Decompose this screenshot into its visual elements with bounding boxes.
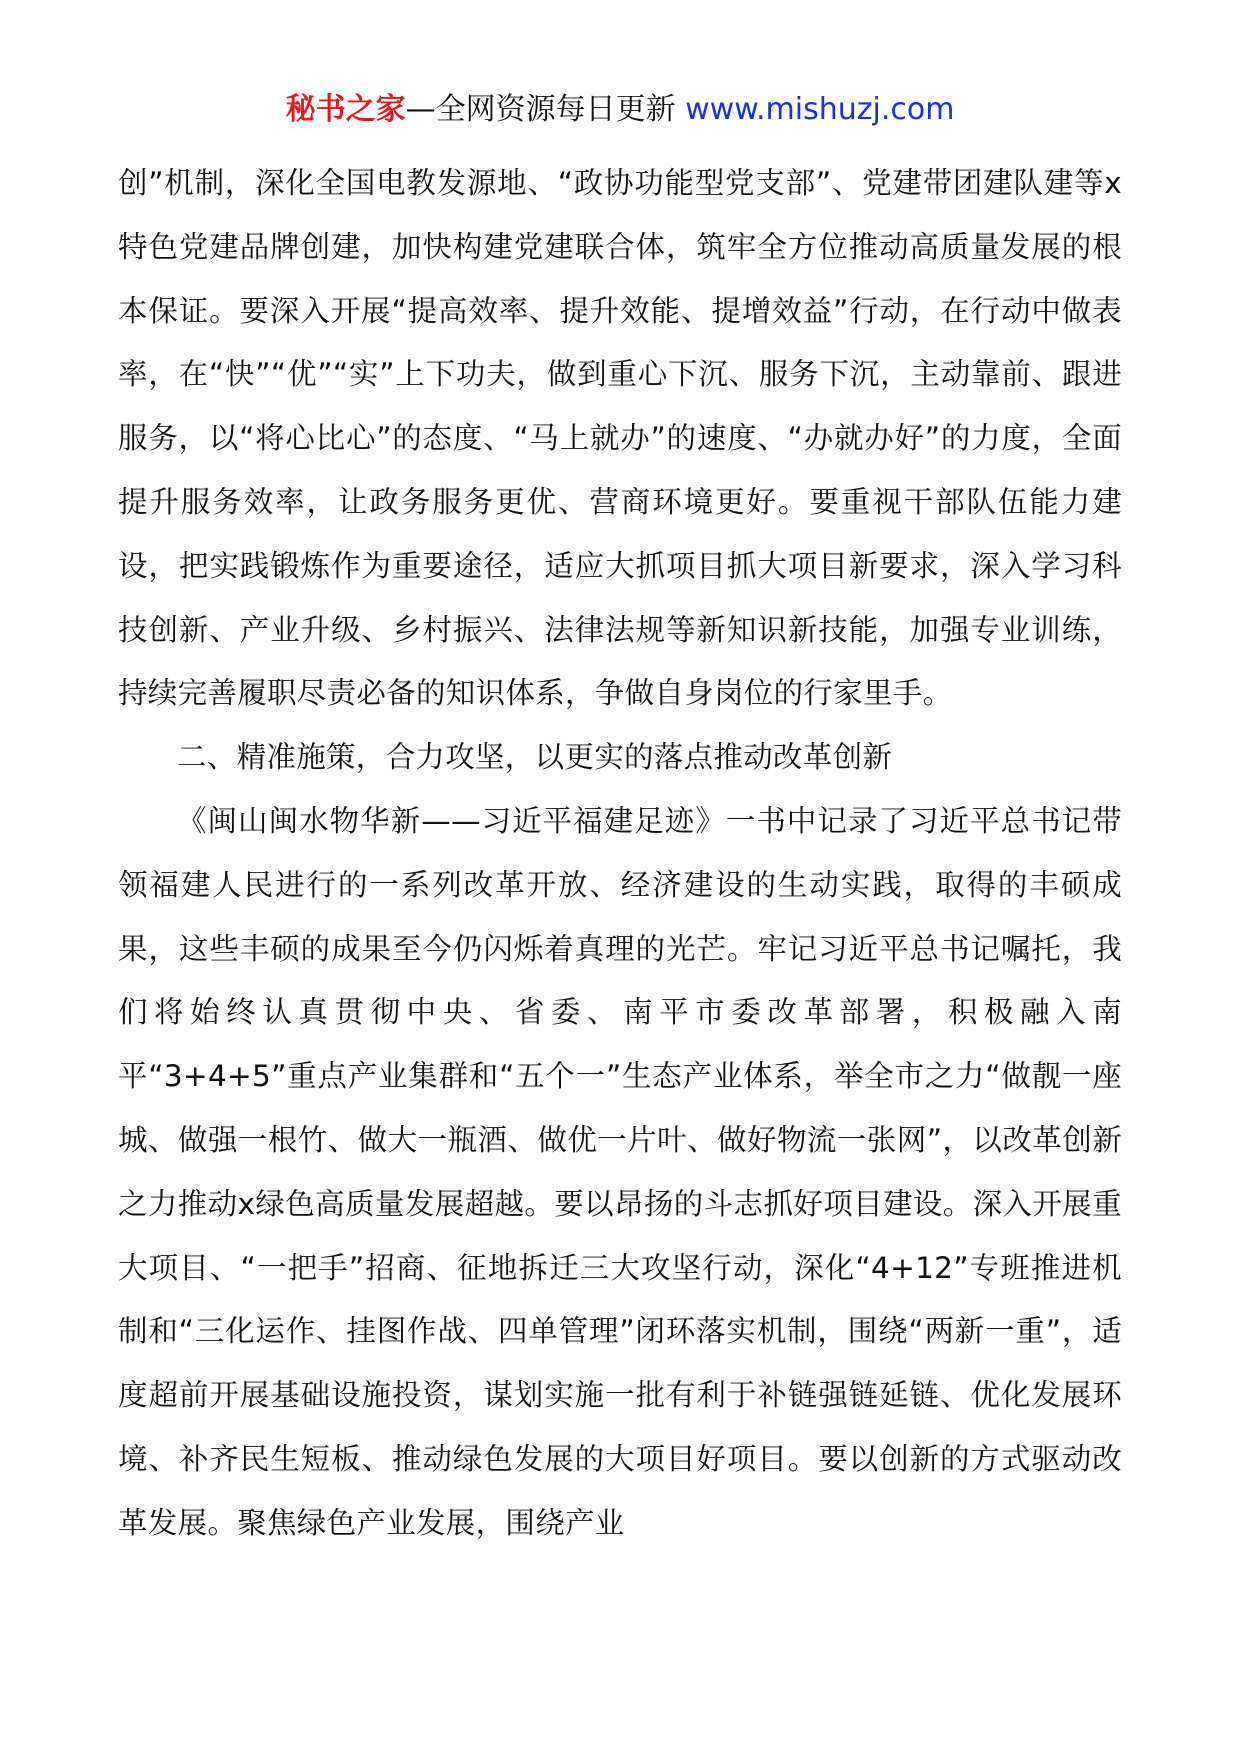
document-body [118, 152, 1122, 1556]
page-header [0, 88, 1240, 132]
header-tagline: —全网资源每日更新 [405, 92, 676, 127]
body-paragraph: 《闽山闽水物华新——习近平福建足迹》一书中记录了习近平总书记带领福建人民进行的一系列改革开放、经济建设的生动实践，取得的丰硕成果，这些丰硕的成果至今仍闪烁着真理的光芒。牢记习近平总书记嘱托，我们将始终认真贯彻中央、省委、南平市委改革部署，积极融入南平“3+4+5”重点产业集群和“五个一”生态产业体系，举全市之力“做靓一座城、做强一根竹、做大一瓶酒、做优一片叶、做好物流一张网”，以改革创新之力推动x绿色高质量发展超越。要以昂扬的斗志抓好项目建设。深入开展重大项目、“一把手”招商、征地拆迁三大攻坚行动，深化“4+12”专班推进机制和“三化运作、挂图作战、四单管理”闭环落实机制，围绕“两新一重”，适度超前开展基础设施投资，谋划实施一批有利于补链强链延链、优化发展环境、补齐民生短板、推动绿色发展的大项目好项目。要以创新的方式驱动改革发展。聚焦绿色产业发展，围绕产业 [118, 803, 1122, 1540]
section-heading: 二、精准施策，合力攻坚，以更实的落点推动改革创新 [177, 740, 893, 775]
brand-name: 秘书之家 [285, 92, 406, 127]
body-paragraph: 创”机制，深化全国电教发源地、“政协功能型党支部”、党建带团建队建等x特色党建品牌创建，加快构建党建联合体，筑牢全方位推动高质量发展的根本保证。要深入开展“提高效率、提升效能、提增效益”行动，在行动中做表率，在“快”“优”“实”上下功夫，做到重心下沉、服务下沉，主动靠前、跟进服务，以“将心比心”的态度、“马上就办”的速度、“办就办好”的力度，全面提升服务效率，让政务服务更优、营商环境更好。要重视干部队伍能力建设，把实践锻炼作为重要途径，适应大抓项目抓大项目新要求，深入学习科技创新、产业升级、乡村振兴、法律法规等新知识新技能，加强专业训练，持续完善履职尽责必备的知识体系，争做自身岗位的行家里手。 [118, 166, 1122, 711]
website-link[interactable]: www.mishuzj.com [685, 92, 955, 127]
